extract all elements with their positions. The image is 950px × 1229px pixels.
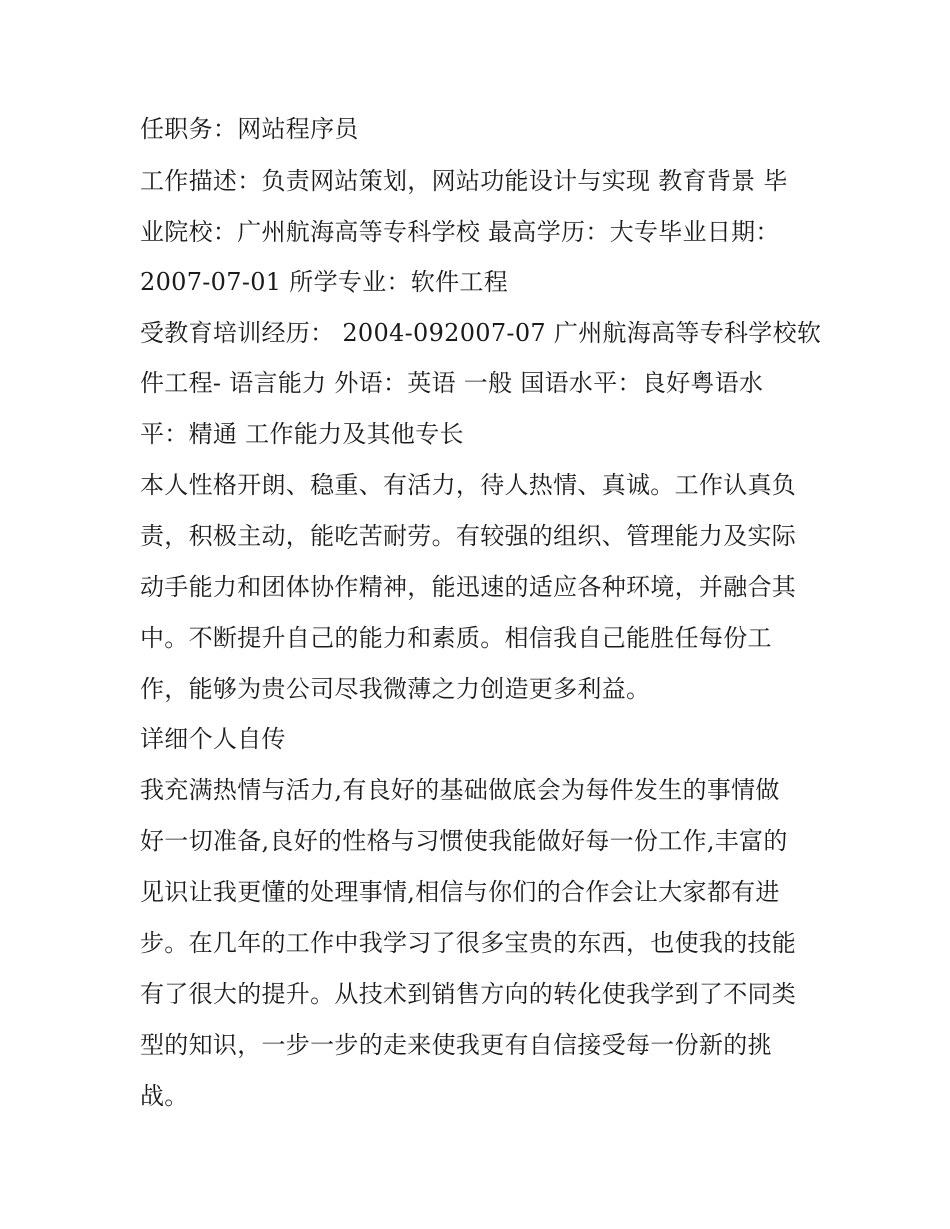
text-line-job-description: 工作描述：负责网站策划，网站功能设计与实现 教育背景 毕 xyxy=(140,167,788,195)
text-line-autobiography-4: 步。在几年的工作中我学习了很多宝贵的东西，也使我的技能 xyxy=(140,929,797,957)
text-line-autobiography-7: 战。 xyxy=(140,1082,189,1110)
text-line-education: 业院校：广州航海高等专科学校 最高学历：大专毕业日期： xyxy=(140,218,780,246)
text-line-personality-2: 责，积极主动，能吃苦耐劳。有较强的组织、管理能力及实际 xyxy=(140,522,797,550)
text-line-autobiography-heading: 详细个人自传 xyxy=(140,725,286,753)
text-line-personality-1: 本人性格开朗、稳重、有活力，待人热情、真诚。工作认真负 xyxy=(140,471,797,499)
text-line-autobiography-2: 好一切准备,良好的性格与习惯使我能做好每一份工作,丰富的 xyxy=(140,827,788,855)
text-line-skills-heading: 平：精通 工作能力及其他专长 xyxy=(140,420,464,448)
text-line-training-history: 受教育培训经历： 2004-092007-07 广州航海高等专科学校软 xyxy=(140,319,822,347)
text-line-autobiography-5: 有了很大的提升。从技术到销售方向的转化使我学到了不同类 xyxy=(140,980,797,1008)
text-line-autobiography-6: 型的知识，一步一步的走来使我更有自信接受每一份新的挑 xyxy=(140,1031,772,1059)
text-line-personality-5: 作，能够为贵公司尽我微薄之力创造更多利益。 xyxy=(140,675,651,703)
text-line-job-title: 任职务：网站程序员 xyxy=(140,115,359,143)
text-line-autobiography-1: 我充满热情与活力,有良好的基础做底会为每件发生的事情做 xyxy=(140,776,780,804)
text-line-autobiography-3: 见识让我更懂的处理事情,相信与你们的合作会让大家都有进 xyxy=(140,878,780,906)
text-line-personality-3: 动手能力和团体协作精神，能迅速的适应各种环境，并融合其 xyxy=(140,573,797,601)
text-line-personality-4: 中。不断提升自己的能力和素质。相信我自己能胜任每份工 xyxy=(140,624,772,652)
text-line-major: 2007-07-01 所学专业：软件工程 xyxy=(140,268,509,296)
text-line-language-ability: 件工程- 语言能力 外语：英语 一般 国语水平：良好粤语水 xyxy=(140,369,764,397)
